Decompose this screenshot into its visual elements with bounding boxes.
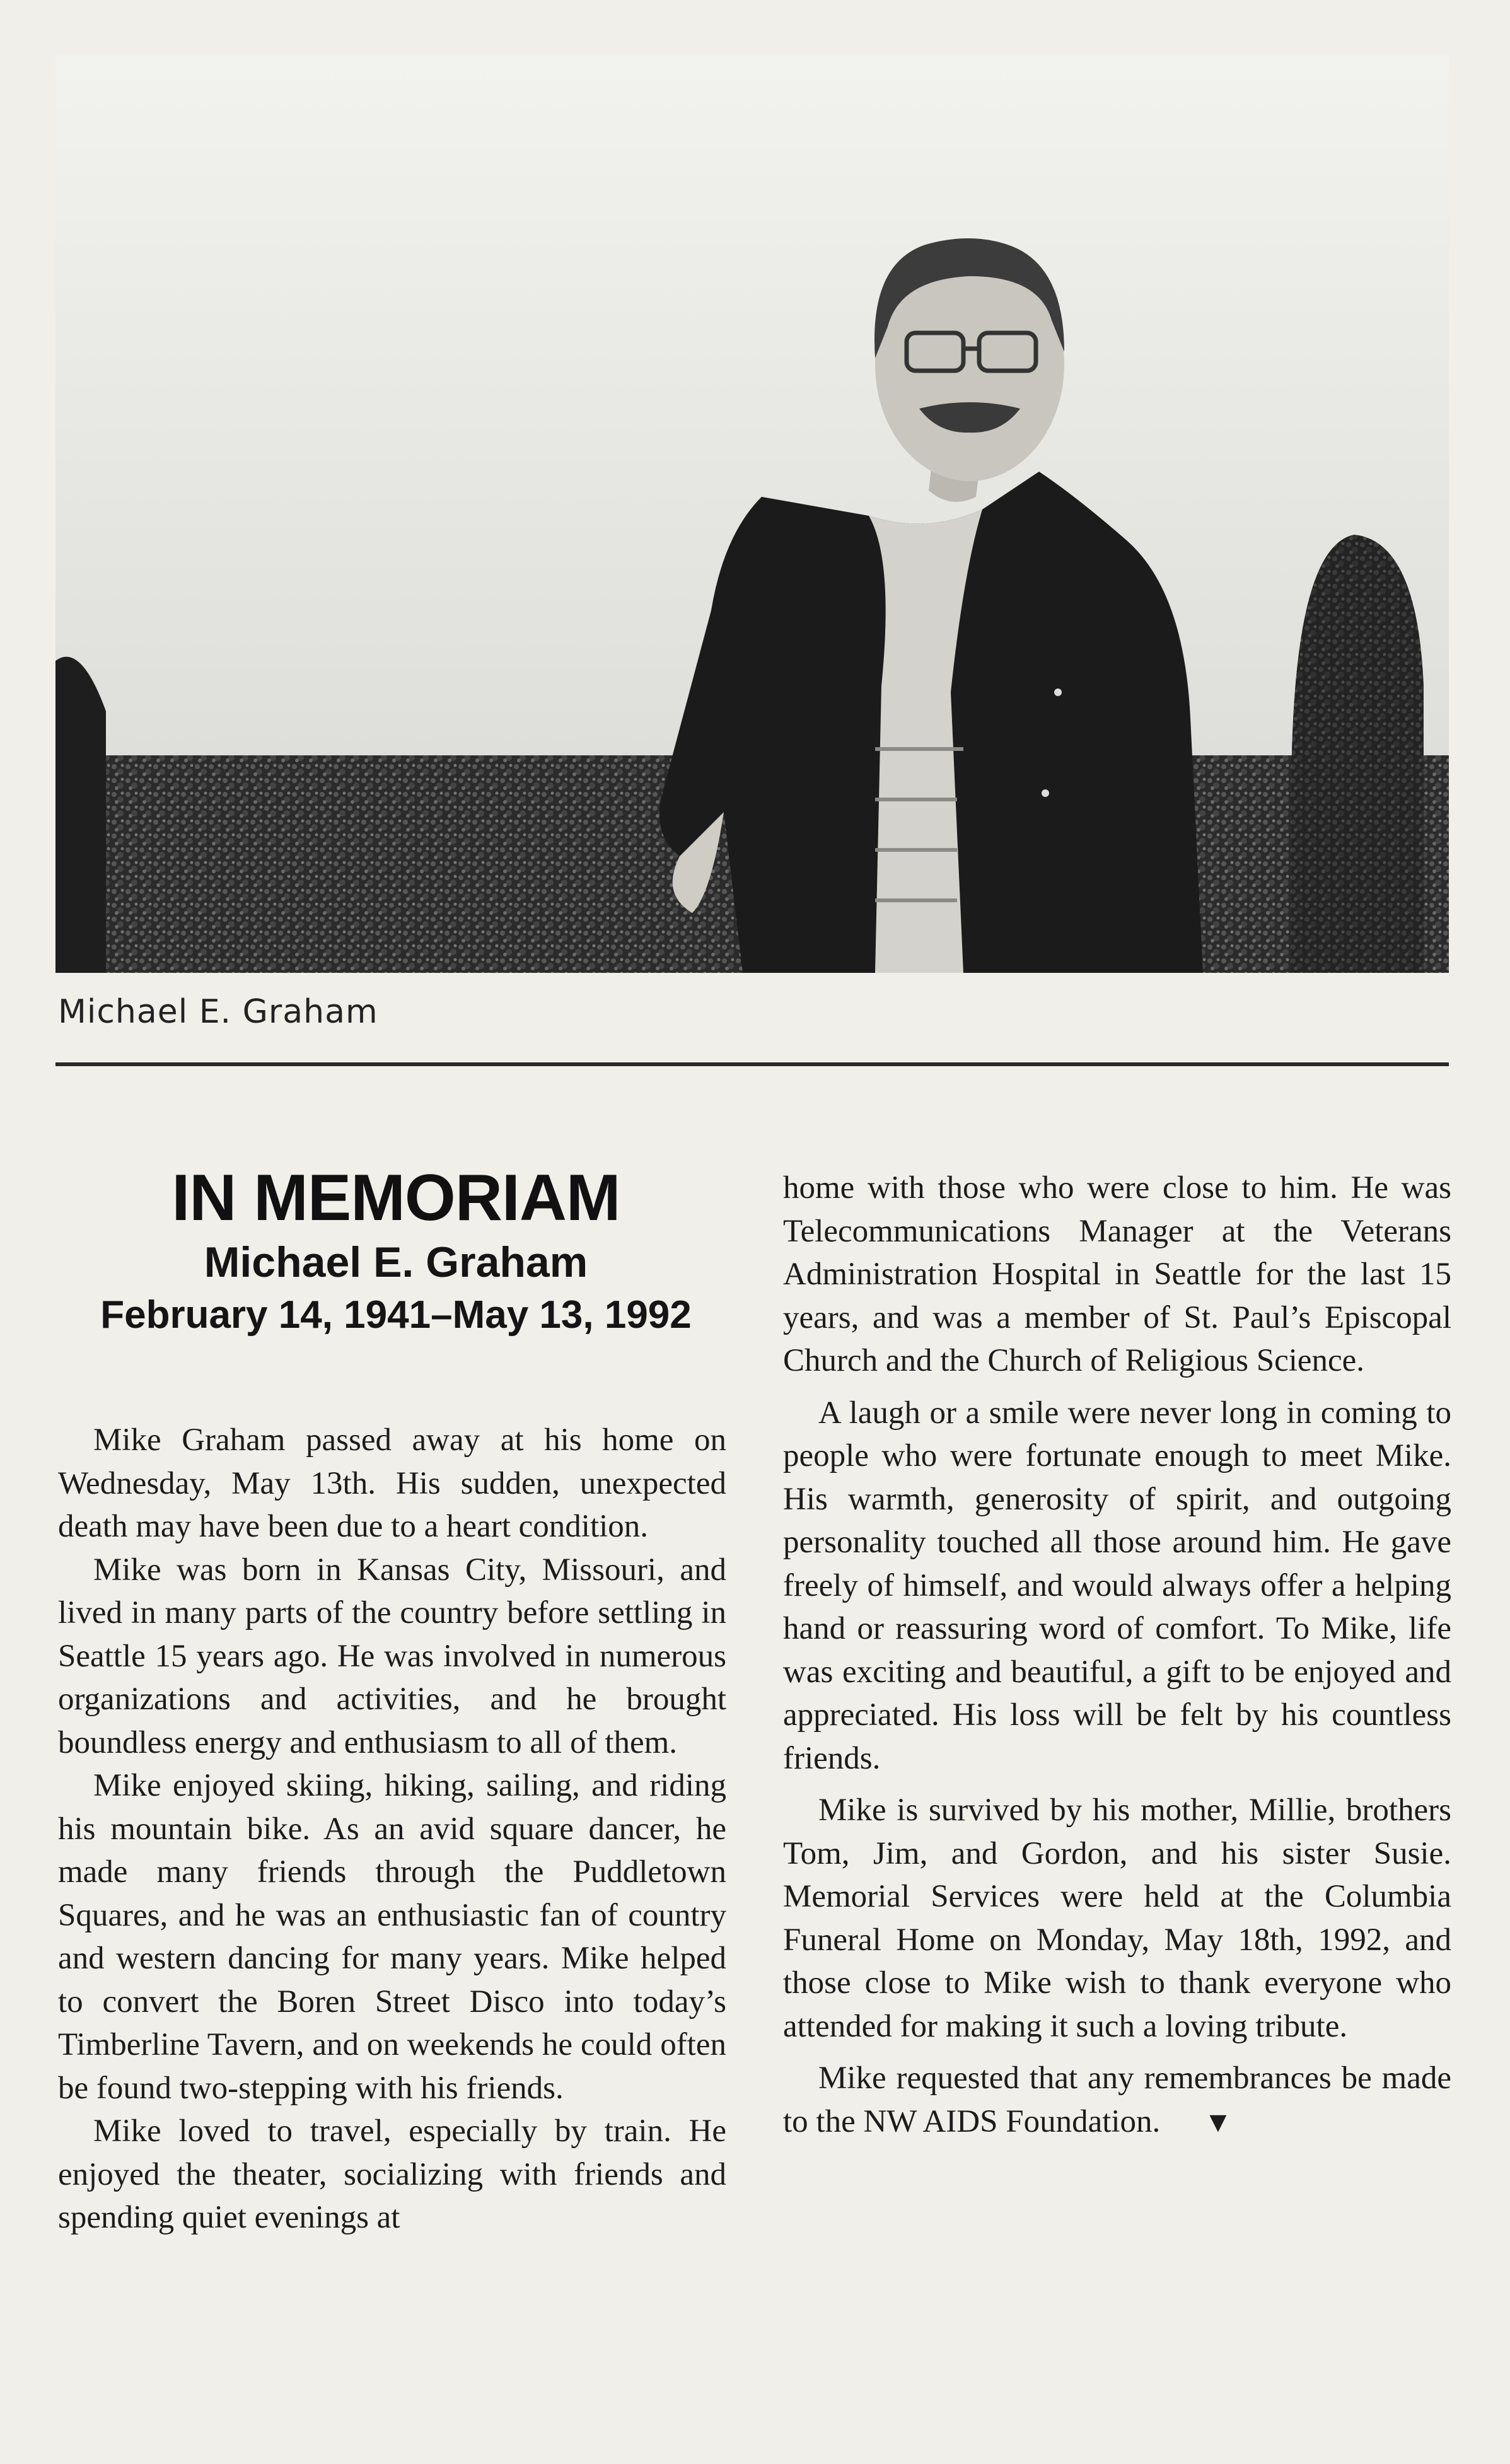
headline-name: Michael E. Graham <box>204 1238 588 1286</box>
right-column <box>783 1166 1451 2144</box>
paragraph-career: home with those who were close to him. He was Telecommunications Manager at the Veterans Administration Hospital in Seattle for the last 15 years, and was a member of St. Paul’s Episcopal Church and the Church of Religious Science. <box>783 1170 1451 1378</box>
left-column <box>58 1419 726 2240</box>
remembrances-text: Mike requested that any remembrances be made to the NW AIDS Foundation. <box>783 2060 1451 2139</box>
photo-caption: Michael E. Graham <box>58 993 378 1031</box>
divider-rule <box>55 1062 1449 1066</box>
memorial-photo <box>55 55 1449 973</box>
paragraph-remembrances <box>783 2057 1451 2144</box>
paragraph-death: Mike Graham passed away at his home on Wednesday, May 13th. His sudden, unexpected death may have been due to a heart condition. <box>58 1422 726 1544</box>
photo-graphic <box>55 55 1449 973</box>
paragraph-hobbies: Mike enjoyed skiing, hiking, sailing, and riding his mountain bike. As an avid square dancer, he made many friends through the Puddletown Squares, and he was an enthusiastic fan of country and western dancing for many years. Mike helped to convert the Boren Street Disco into today’s Timberline Tavern, and on weekends he could often be found two-stepping with his friends. <box>58 1768 726 2106</box>
end-mark-icon: ▼ <box>1204 2105 1233 2138</box>
paragraph-travel: Mike loved to travel, especially by train. He enjoyed the theater, socializing with friends and spending quiet evenings at <box>58 2113 726 2235</box>
headline-dates: February 14, 1941–May 13, 1992 <box>100 1293 692 1337</box>
paragraph-survivors: Mike is survived by his mother, Millie, brothers Tom, Jim, and Gordon, and his sister Susie. Memorial Services were held at the Columbia Funeral Home on Monday, May 18th, 1992, and those close to Mike wish to thank everyone who attended for making it such a loving tribute. <box>783 1793 1451 2044</box>
paragraph-personality: A laugh or a smile were never long in coming to people who were fortunate enough to meet Mike. His warmth, generosity of spirit, and outgoing personality touched all those around him. He gave freely of himself, and would always offer a helping hand or reassuring word of comfort. To Mike, life was exciting and beautiful, a gift to be enjoyed and appreciated. His loss will be felt by his countless friends. <box>783 1395 1451 1776</box>
headline-block <box>55 1160 736 1342</box>
headline-title: IN MEMORIAM <box>171 1161 620 1235</box>
paragraph-background: Mike was born in Kansas City, Missouri, and lived in many parts of the country before settling in Seattle 15 years ago. He was involved in numerous organizations and activities, and he brought boundless energy and enthusiasm to all of them. <box>58 1552 726 1760</box>
